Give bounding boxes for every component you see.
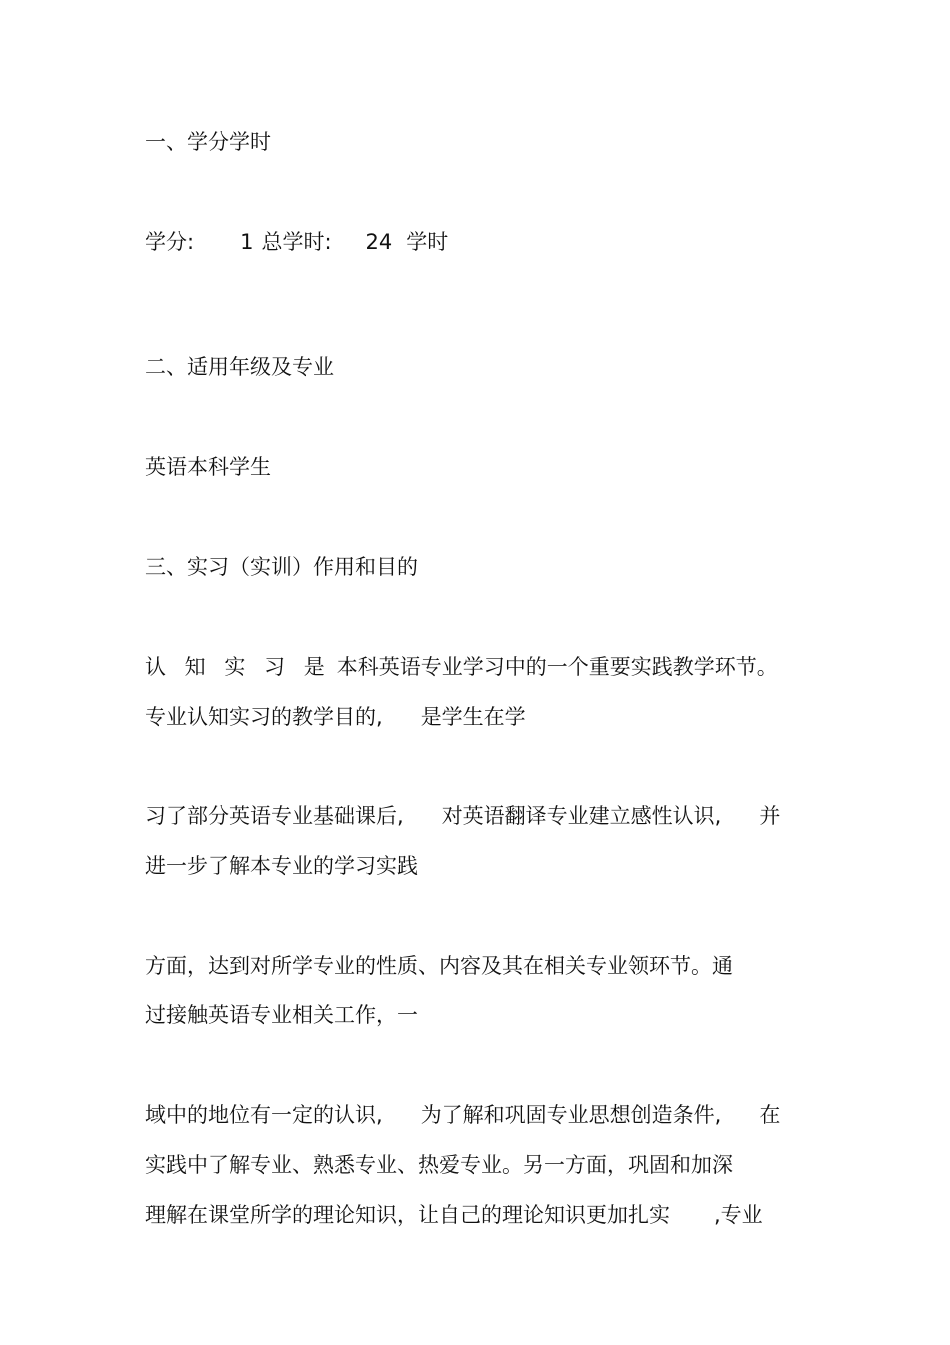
p1-l2-part-a: 专业认知实习的教学目的, <box>145 705 383 729</box>
credits-hours-line <box>145 228 448 256</box>
paragraph-1-line-1 <box>145 653 778 681</box>
p4-l3-part-a: 理解在课堂所学的理论知识，让自己的理论知识更加扎实 <box>145 1203 670 1227</box>
p1-l1-part-b: 本科英语专业学习中的一个重要实践教学环节。 <box>336 655 778 679</box>
paragraph-1-line-2 <box>145 703 526 731</box>
paragraph-2-line-1 <box>145 802 780 830</box>
p4-l3-part-b: ,专业 <box>714 1203 763 1227</box>
p1-l1-part-a: 认 知 实 习 是 <box>145 655 325 679</box>
paragraph-4-line-1 <box>145 1101 780 1129</box>
paragraph-4-line-3 <box>145 1201 763 1229</box>
total-hours-value: 24 <box>365 230 393 254</box>
credits-label: 学分: <box>145 230 195 254</box>
total-hours-label: 总学时: <box>261 230 332 254</box>
section-2-heading: 二、适用年级及专业 <box>145 355 334 379</box>
hours-unit: 学时 <box>406 230 449 254</box>
p4-l1-part-b: 为了解和巩固专业思想创造条件, <box>420 1103 722 1127</box>
p2-l1-part-b: 对英语翻译专业建立感性认识, <box>441 804 722 828</box>
paragraph-3-line-2: 过接触英语专业相关工作，一 <box>145 1003 418 1027</box>
section-1-heading: 一、学分学时 <box>145 130 271 154</box>
paragraph-2-line-2: 进一步了解本专业的学习实践 <box>145 854 418 878</box>
paragraph-4-line-2: 实践中了解专业、熟悉专业、热爱专业。另一方面，巩固和加深 <box>145 1153 733 1177</box>
paragraph-3-line-1: 方面，达到对所学专业的性质、内容及其在相关专业领环节。通 <box>145 954 733 978</box>
section-2-body: 英语本科学生 <box>145 455 271 479</box>
p1-l2-part-b: 是学生在学 <box>420 705 526 729</box>
p4-l1-part-c: 在 <box>759 1103 781 1127</box>
p2-l1-part-a: 习了部分英语专业基础课后, <box>145 804 404 828</box>
section-3-heading: 三、实习（实训）作用和目的 <box>145 555 418 579</box>
credits-value: 1 <box>240 230 254 254</box>
p2-l1-part-c: 并 <box>759 804 781 828</box>
p4-l1-part-a: 域中的地位有一定的认识, <box>145 1103 383 1127</box>
